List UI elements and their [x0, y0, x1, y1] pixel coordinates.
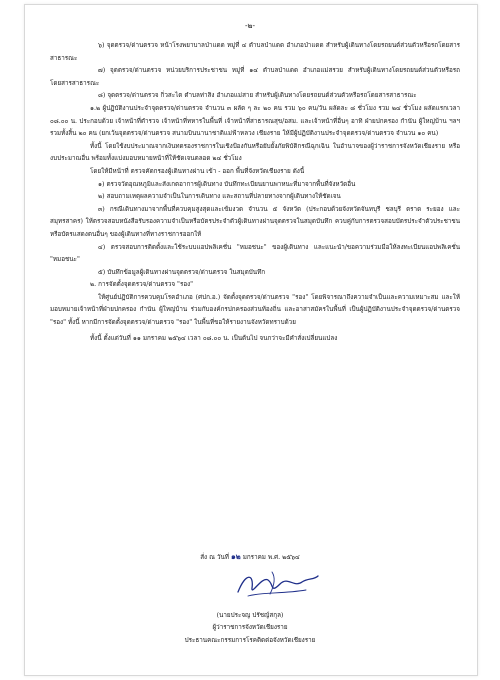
paragraph-secondary-checkpoint: ให้ศูนย์ปฏิบัติการควบคุมโรคอำเภอ (ศปก.อ.) จัดตั้งจุดตรวจ/ด่านตรวจ "รอง" โดยพิจารณาถึงความจำเป็นและความเหมาะสม และให้มอบหมายเจ้าหน้าที่ฝ่ายปกครอง กำนัน ผู้ใหญ่บ้าน ร่วมกับองค์กรปกครองส่วนท้องถิ่น และอาสาสมัครในพื้นที่ เป็นผู้ปฏิบัติงานประจำจุดตรวจ/ด่านตรวจ "รอง" ทั้งนี้ หากมีการจัดตั้งจุดตรวจ/ด่านตรวจ "รอง" ในพื้นที่ขอให้รายงานจังหวัดทราบด้วย: [50, 293, 460, 327]
page-number: -๒-: [244, 21, 255, 30]
duty-item-2: ๒) สอบถามเหตุผลความจำเป็นในการเดินทาง และสถานที่ปลายทางจากผู้เดินทางให้ชัดเจน: [98, 193, 341, 201]
order-date-day: ๑๒: [230, 552, 241, 561]
paragraph-duties-intro: โดยให้มีหน้าที่ ตรวจคัดกรองผู้เดินทางผ่าน เข้า - ออก พื้นที่จังหวัดเชียงราย ดังนี้: [90, 167, 305, 175]
paragraph-checkpoint-7: ๗) จุดตรวจ/ด่านตรวจ หน่วยบริการประชาชน หมู่ที่ ๑๔ ตำบลป่าแดด อำเภอแม่สรวย สำหรับผู้เดินทางโดยรถยนต์ส่วนตัวหรือรถโดยสารสาธารณะ: [50, 67, 460, 87]
duty-item-1: ๑) ตรวจวัดอุณหภูมิและสังเกตอาการผู้เดินทาง บันทึกทะเบียนยานพาหนะที่มาจากพื้นที่จังหวัดอื่น: [98, 180, 356, 188]
order-date: [0, 551, 500, 563]
paragraph-effective-date: ทั้งนี้ ตั้งแต่วันที่ ๑๑ มกราคม ๒๕๖๔ เวลา ๐๘.๐๐ น. เป็นต้นไป จนกว่าจะมีคำสั่งเปลี่ยนแปลง: [90, 334, 338, 342]
paragraph-checkpoint-8: ๘) จุดตรวจ/ด่านตรวจ กิ่วสะไต ตำบลท่าสิง อำเภอแม่สาย สำหรับผู้เดินทางโดยรถยนต์ส่วนตัวหรือรถโดยสารสาธารณะ: [98, 92, 417, 100]
paragraph-checkpoint-6: ๖) จุดตรวจ/ด่านตรวจ หน้าโรงพยาบาลป่าแดด หมู่ที่ ๔ ตำบลป่าแดด อำเภอป่าแดด สำหรับผู้เดินทางโดยรถยนต์ส่วนตัวหรือรถโดยสารสาธารณะ: [50, 42, 460, 62]
paragraph-budget: ทั้งนี้ โดยใช้งบประมาณจากเงินทดรองราชการในเชิงป้องกันหรือยับยั้งภัยพิบัติกรณีฉุกเฉิน ในอำนาจของผู้ว่าราชการจังหวัดเชียงราย หรืองบประมาณอื่น พร้อมทั้งแบ่งมอบหมายหน้าที่ให้ชัดเจนตลอด ๒๔ ชั่วโมง: [50, 142, 460, 163]
paragraph-staffing: ๑.๒ ผู้ปฏิบัติงานประจำจุดตรวจ/ด่านตรวจ จำนวน ๓ ผลัด ๆ ละ ๒๐ คน รวม ๖๐ คน/วัน ผลัดละ ๘ ชั่วโมง รวม ๒๔ ชั่วโมง ผลัดแรกเวลา ๐๘.๐๐ น. ประกอบด้วย เจ้าหน้าที่ตำรวจ เจ้าหน้าที่ทหารในพื้นที่ เจ้าหน้าที่สาธารณสุข/อสม. และเจ้าหน้าที่อื่นๆ อาทิ ฝ่ายปกครอง กำนัน ผู้ใหญ่บ้าน ฯลฯ รวมทั้งสิ้น ๒๐ คน (ยกเว้นจุดตรวจ/ด่านตรวจ สนามบินนานาชาติแม่ฟ้าหลวง เชียงราย ให้มีผู้ปฏิบัติงานประจำจุดตรวจ/ด่านตรวจ จำนวน ๑๐ คน): [50, 104, 460, 138]
duty-item-4: ๔) ตรวจสอบการติดตั้งและใช้ระบบแอปพลิเคชั่น "หมอชนะ" ของผู้เดินทาง และแนะนำ/ขอความร่วมมือให้ลงทะเบียนแอปพลิเคชั่น "หมอชนะ": [50, 243, 460, 264]
document-body: [50, 40, 460, 345]
signer-role: ประธานคณะกรรมการโรคติดต่อจังหวัดเชียงราย: [184, 636, 316, 644]
signer-name: (นายประจญ ปรัชญ์สกุล): [216, 612, 284, 619]
order-date-prefix: สั่ง ณ วันที่: [200, 554, 229, 561]
signature-block: [0, 610, 500, 647]
signature-mark: [232, 566, 322, 602]
signer-title: ผู้ว่าราชการจังหวัดเชียงราย: [212, 624, 288, 632]
section-heading-secondary-checkpoint: ๒. การจัดตั้งจุดตรวจ/ด่านตรวจ "รอง": [90, 281, 194, 289]
duty-item-3: ๓) กรณีเดินทางมาจากพื้นที่ควบคุมสูงสุดและเข้มงวด จำนวน ๕ จังหวัด (ประกอบด้วยจังหวัดจันทบุรี ชลบุรี ตราด ระยอง และสมุทรสาคร) ให้ตรวจสอบหนังสือรับรองความจำเป็นหรือบัตรประจำตัวผู้เดินทางผ่านจุดตรวจในสมุดบันทึก ควบคู่กับการตรวจสอบบัตรประจำตัวประชาชนหรือบัตรแสดงตนอื่นๆ ของผู้เดินทางที่ทางราชการออกให้: [50, 205, 460, 238]
order-date-rest: มกราคม พ.ศ. ๒๕๖๔: [242, 554, 300, 561]
duty-item-5: ๕) บันทึกข้อมูลผู้เดินทางผ่านจุดตรวจ/ด่านตรวจ ในสมุดบันทึก: [98, 268, 266, 276]
